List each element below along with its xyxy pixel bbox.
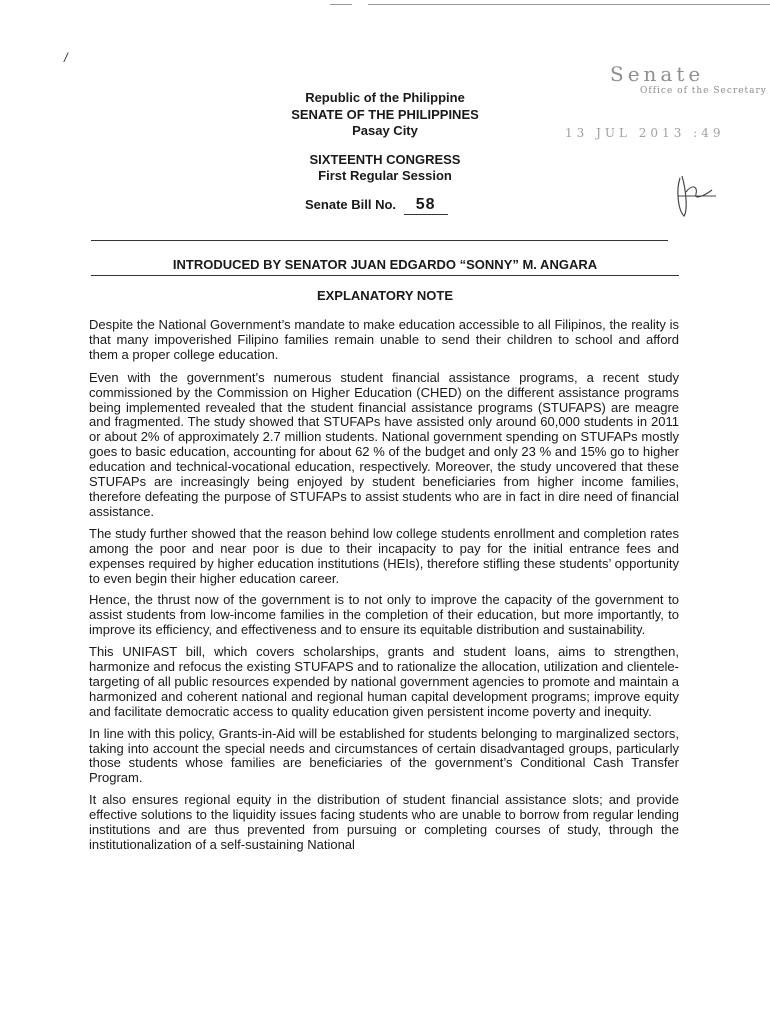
introduced-by: INTRODUCED BY SENATOR JUAN EDGARDO “SONNY” M. ANGARA [91,257,679,276]
paragraph-1: Despite the National Government’s mandate to make education accessible to all Filipinos, the reality is that many impoverished Filipino families remain unable to send their children to school and afford them a proper college education. [89,317,679,362]
bill-number-line [305,196,448,215]
paragraph-6: In line with this policy, Grants-in-Aid will be established for students belonging to marginalized sectors, taking into account the special needs and circumstances of certain disadvantaged groups, particularly those students whose families are beneficiaries of the government’s Conditional Cash Transfer Program. [89,725,679,786]
paragraph-7: It also ensures regional equity in the distribution of student financial assistance slots; and provide effective solutions to the liquidity issues facing students who are unable to borrow from regular lending institutions and are thus prevented from pursuing or completing courses of study, through the institutionalization of a self-sustaining National [89,792,679,852]
explanatory-note-body [89,318,679,860]
paragraph-5: This UNIFAST bill, which covers scholarships, grants and student loans, aims to strengthen, harmonize and refocus the existing STUFAPS and to rationalize the allocation, utilization and clientele-targeting of all public resources expended by national government agencies to promote and maintain a harmonized and coherent national and regional human capital development programs; improve equity and facilitate democratic access to quality education given persistent income poverty and inequity. [89,644,679,719]
section-title: EXPLANATORY NOTE [316,288,454,303]
scan-mark: / [64,50,68,65]
receipt-stamp-date: 13 JUL 2013 :49 [565,126,725,140]
scan-edge-line-short [330,4,352,5]
header-session: First Regular Session [318,168,452,183]
scan-edge-line [368,4,770,5]
bill-number: 58 [404,196,448,215]
receipt-stamp-office: Senate [610,62,705,86]
receipt-stamp-office-sub: Office of the Secretary [640,86,767,96]
header-divider [91,240,668,241]
header-senate: SENATE OF THE PHILIPPINES [291,107,479,122]
paragraph-4: Hence, the thrust now of the government is to not only to improve the capacity of the government to assist students from low-income families in the completion of their education, but more importantly, to improve its efficiency, and effectiveness and to ensure its equitable distribution and sustainability. [89,592,679,638]
paragraph-2: Even with the government’s numerous student financial assistance programs, a recent study commissioned by the Commission on Higher Education (CHED) on the different assistance programs being implemented revealed that the student financial assistance programs (STUFAPS) are meagre and fragmented. The study showed that STUFAPs have assisted only around 60,000 students in 2011 or about 2% of approximately 2.7 million students. National government spending on STUFAPs mostly goes to basic education, accounting for about 62 % of the budget and only 23 % and 15% go to higher education and technical-vocational education, respectively. Moreover, the study uncovered that these STUFAPs are increasingly being enjoyed by student beneficiaries from higher income families, therefore defeating the purpose of STUFAPs to assist students who are in fact in dire need of financial assistance. [89,369,679,519]
header-city: Pasay City [352,123,418,138]
header-republic: Republic of the Philippine [305,90,465,105]
bill-label: Senate Bill No. [305,197,397,212]
paragraph-3: The study further showed that the reason behind low college students enrollment and completion rates among the poor and near poor is due to their incapacity to pay for the initial entrance fees and expenses required by higher education institutions (HEIs), therefore stifling these students’ opportunity to even begin their higher education career. [89,525,679,586]
header-congress: SIXTEENTH CONGRESS [309,152,461,167]
